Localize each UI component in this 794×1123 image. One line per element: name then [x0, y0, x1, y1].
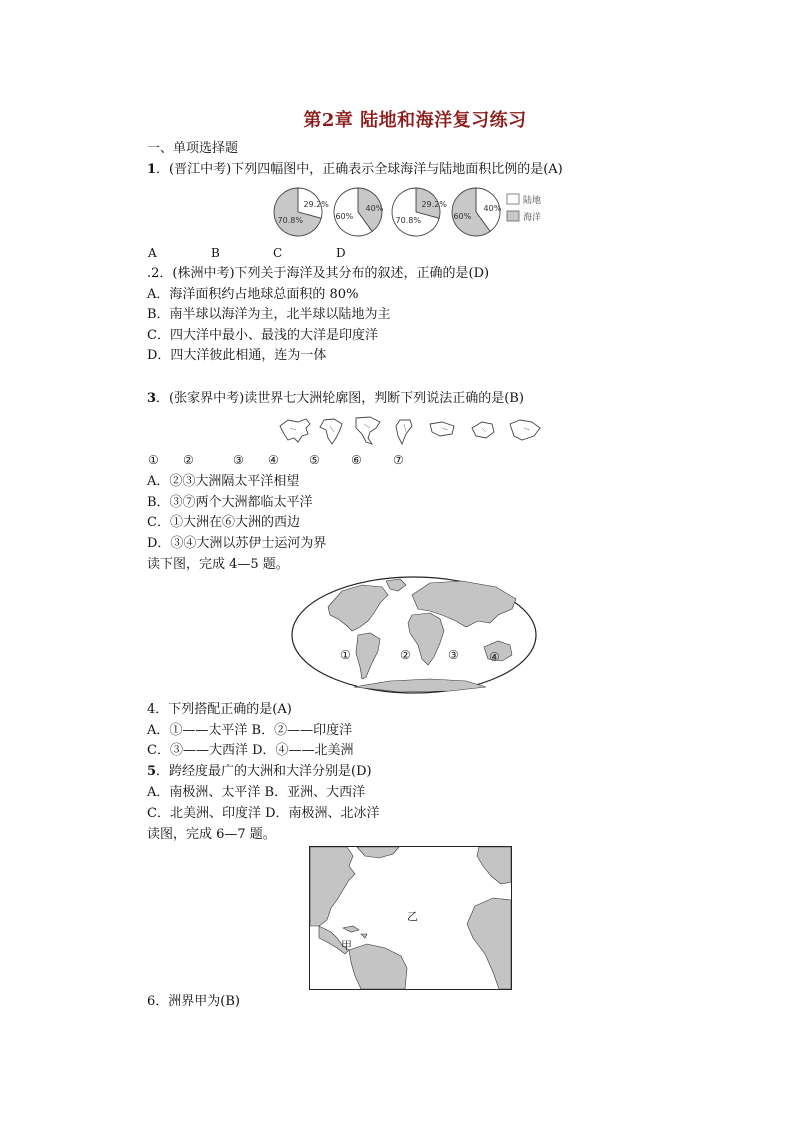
question-5 — [147, 763, 372, 781]
question-4: 4．下列搭配正确的是(A) — [147, 702, 292, 717]
read-instruction-2: 读图，完成 6—7 题。 — [147, 827, 276, 842]
question-1 — [147, 161, 563, 179]
map-label-3: ③ — [448, 648, 459, 662]
legend-ocean-swatch — [507, 211, 519, 221]
question-2-option-b: B．南半球以海洋为主，北半球以陆地为主 — [147, 307, 391, 322]
question-4-options-row-2: C．③——大西洋 D．④——北美洲 — [147, 743, 354, 758]
legend-ocean-label: 海洋 — [523, 213, 542, 223]
question-3-option-a: A．②③大洲隔太平洋相望 — [147, 474, 300, 489]
question-2-option-d: D．四大洋彼此相通，连为一体 — [147, 348, 327, 363]
map-label-1: ① — [340, 648, 351, 662]
marker-6: ⑥ — [351, 453, 362, 467]
question-1-number: 1 — [147, 162, 157, 177]
question-5-text: ．跨经度最广的大洲和大洋分别是(D) — [156, 764, 372, 779]
continent-outline-3 — [356, 417, 380, 444]
pie-4-ocean-label: 60% — [453, 212, 472, 222]
continent-outline-1 — [280, 419, 310, 442]
marker-7: ⑦ — [393, 453, 404, 467]
pie-chart-4 — [452, 188, 502, 236]
map-label-2: ② — [400, 648, 411, 662]
read-instruction-1: 读下图，完成 4—5 题。 — [147, 557, 289, 572]
question-5-options-row-1: A．南极洲、太平洋 B．亚洲、大西洋 — [147, 785, 366, 800]
section-heading: 一、单项选择题 — [147, 141, 239, 156]
page-title: 第2章 陆地和海洋复习练习 — [303, 110, 527, 131]
question-2: .2．(株洲中考)下列关于海洋及其分布的叙述，正确的是(D) — [147, 266, 490, 281]
continent-outline-4 — [396, 420, 412, 444]
question-3 — [147, 390, 524, 408]
legend-land-label: 陆地 — [523, 196, 542, 206]
question-3-option-b: B．③⑦两个大洲都临太平洋 — [147, 495, 313, 510]
question-4-options-row-1: A．①——太平洋 B．②——印度洋 — [147, 723, 353, 738]
world-map-figure — [290, 575, 538, 695]
pie-chart-2 — [334, 188, 384, 236]
question-3-text: ．(张家界中考)读世界七大洲轮廓图，判断下列说法正确的是(B) — [156, 391, 524, 406]
question-5-number: 5 — [147, 764, 157, 779]
marker-4: ④ — [268, 453, 279, 467]
pie-2-land-label: 40% — [365, 203, 384, 213]
question-1-text: ．(晋江中考)下列四幅图中，正确表示全球海洋与陆地面积比例的是(A) — [156, 162, 563, 177]
marker-1: ① — [148, 453, 159, 467]
question-3-number: 3 — [147, 391, 157, 406]
question-2-option-a: A．海洋面积约占地球总面积的 80% — [147, 287, 359, 302]
continent-outline-2 — [320, 419, 342, 444]
map-label-jia: 甲 — [341, 939, 352, 952]
pie-3-ocean-label: 70.8% — [395, 216, 421, 226]
option-b-label: B — [211, 246, 220, 260]
question-3-option-c: C．①大洲在⑥大洲的西边 — [147, 515, 300, 530]
pie-4-land-label: 40% — [483, 203, 502, 213]
option-c-label: C — [273, 246, 283, 260]
pie-charts-figure — [270, 184, 560, 240]
pie-legend — [507, 194, 541, 223]
pie-3-land-label: 29.2% — [421, 199, 447, 209]
marker-2: ② — [183, 453, 194, 467]
continent-outlines-figure — [276, 414, 548, 448]
pie-1-land-label: 29.2% — [303, 199, 329, 209]
option-a-label: A — [148, 246, 157, 260]
question-6: 6．洲界甲为(B) — [147, 994, 240, 1009]
map-label-4: ④ — [489, 650, 500, 664]
pie-chart-1 — [274, 188, 329, 236]
option-d-label: D — [336, 246, 346, 260]
pie-1-ocean-label: 70.8% — [277, 216, 303, 226]
marker-3: ③ — [233, 453, 244, 467]
question-2-option-c: C．四大洋中最小、最浅的大洋是印度洋 — [147, 328, 378, 343]
legend-land-swatch — [507, 194, 519, 204]
map-label-yi: 乙 — [407, 910, 418, 923]
continent-outline-5 — [430, 422, 454, 436]
question-5-options-row-2: C．北美洲、印度洋 D．南极洲、北冰洋 — [147, 806, 380, 821]
pie-2-ocean-label: 60% — [335, 212, 354, 222]
continent-outline-6 — [472, 422, 494, 438]
marker-5: ⑤ — [309, 453, 320, 467]
continent-outline-7 — [510, 420, 540, 440]
pie-chart-3 — [392, 188, 447, 236]
atlantic-map-figure — [309, 846, 512, 990]
question-3-option-d: D．③④大洲以苏伊士运河为界 — [147, 536, 327, 551]
